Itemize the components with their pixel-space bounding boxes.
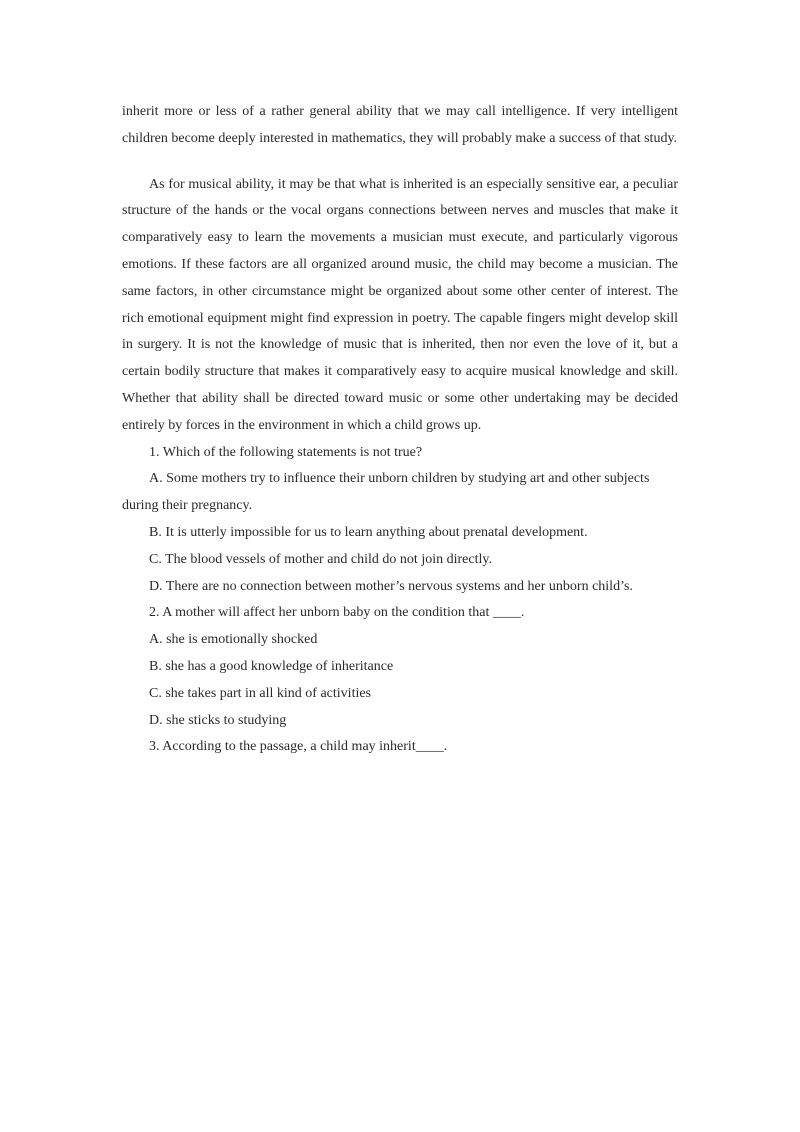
page-content <box>122 99 678 761</box>
question-2-stem: 2. A mother will affect her unborn baby on the condition that ____. <box>149 605 525 621</box>
question-2-option-b: B. she has a good knowledge of inheritance <box>149 658 394 674</box>
question-1-option-d: D. There are no connection between mother’s nervous systems and her unborn child’s. <box>149 578 633 594</box>
question-2-option-a: A. she is emotionally shocked <box>149 632 318 648</box>
question-3-stem: 3. According to the passage, a child may inherit____. <box>149 739 448 755</box>
passage-paragraph-1: inherit more or less of a rather general ability that we may call intelligence. If very intelligent children become deeply interested in mathematics, they will probably make a success of that study. <box>122 104 678 146</box>
question-1-option-a: A. Some mothers try to influence their unborn children by studying art and other subjects during their pregnancy. <box>122 471 650 514</box>
question-1-option-c: C. The blood vessels of mother and child do not join directly. <box>149 551 492 567</box>
question-2-option-c: C. she takes part in all kind of activities <box>149 685 372 701</box>
question-1-stem: 1. Which of the following statements is not true? <box>149 444 423 460</box>
question-2-option-d: D. she sticks to studying <box>149 712 287 728</box>
passage-paragraph-2: As for musical ability, it may be that what is inherited is an especially sensitive ear, a peculiar structure of the hands or the vocal organs connections between nerves and muscles that make it comparatively easy to learn the movements a musician must execute, and particularly vigorous emotions. If these factors are all organized around music, the child may become a musician. The same factors, in other circumstance might be organized about some other center of interest. The rich emotional equipment might find expression in poetry. The capable fingers might develop skill in surgery. It is not the knowledge of music that is inherited, then nor even the love of it, but a certain bodily structure that makes it comparatively easy to acquire musical knowledge and skill. Whether that ability shall be directed toward music or some other undertaking may be decided entirely by forces in the environment in which a child grows up. <box>122 176 678 433</box>
question-1-option-b: B. It is utterly impossible for us to learn anything about prenatal development. <box>149 524 588 540</box>
